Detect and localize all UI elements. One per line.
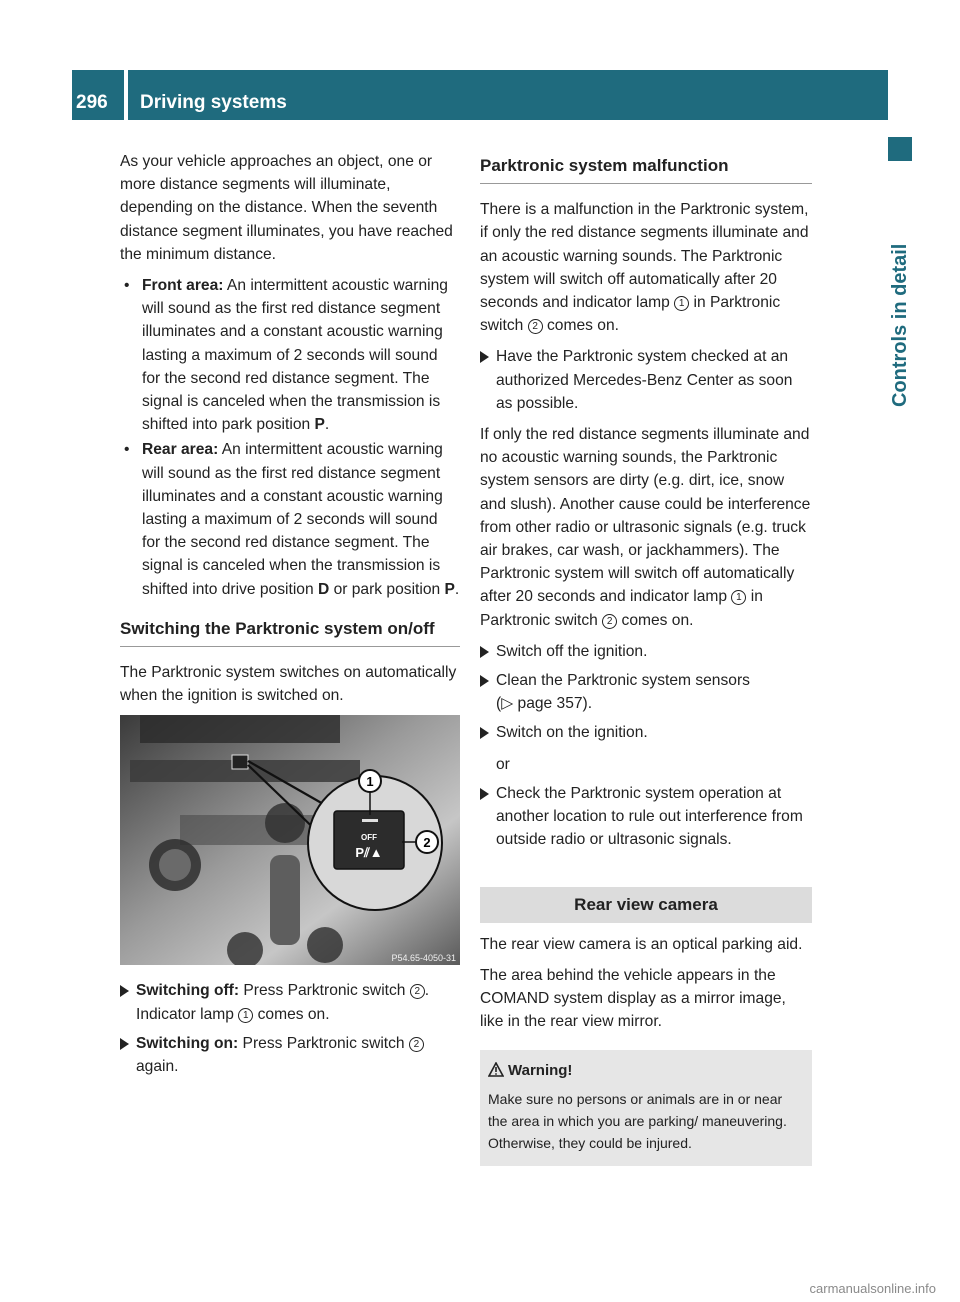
malfunction-steps-3	[480, 782, 812, 852]
switch-steps	[120, 979, 460, 1078]
callout-ref: 2	[409, 1037, 424, 1052]
chapter-tab-square	[888, 137, 912, 161]
or-separator: or	[496, 755, 510, 773]
text-span: in Parktronic switch	[480, 294, 781, 335]
console-illustration	[120, 715, 460, 965]
gear-position: P	[314, 416, 325, 434]
bullet-mark: •	[124, 441, 130, 459]
list-item	[480, 721, 812, 744]
gear-position: P	[444, 580, 455, 598]
heading-malfunction: Parktronic system malfunction	[480, 154, 812, 184]
step-text: Press Parktronic switch	[239, 982, 410, 1000]
heading-switching: Switching the Parktronic system on/off	[120, 617, 460, 647]
step-result: comes on.	[253, 1005, 330, 1023]
parktronic-switch-photo	[120, 715, 460, 965]
callout-ref: 2	[410, 984, 425, 999]
camera-paragraph-1: The rear view camera is an optical parking aid.	[480, 935, 803, 953]
bullet-end: .	[454, 580, 460, 598]
text-span: If only the red distance segments illuminate and no acoustic warning sounds, the Parktronic system sensors are dirty (e.g. dirt, ice, snow and slush). Another cause could be interference from other radio or ultrasonic signals (e.g. truck air brakes, car wash, or jackhammers). The Parktronic system will switch off automatically after 20 seconds and indicator lamp	[480, 426, 811, 606]
step-arrow-icon	[480, 351, 489, 363]
list-item	[120, 1032, 460, 1078]
step-text: Switch on the ignition.	[496, 724, 648, 742]
bullet-end: .	[324, 416, 330, 434]
list-item	[120, 438, 460, 600]
step-text: Have the Parktronic system checked at an authorized Mercedes-Benz Center as soon as possible.	[496, 348, 793, 412]
bullet-mark: •	[124, 277, 130, 295]
list-item	[480, 782, 812, 852]
list-item	[120, 274, 460, 436]
parktronic-symbol: P⫽▲	[355, 845, 383, 861]
step-arrow-icon	[480, 727, 489, 739]
step-label: Switching on:	[136, 1034, 239, 1052]
right-column	[480, 150, 812, 1166]
page-number: 296	[76, 92, 108, 113]
malfunction-paragraph-2	[480, 423, 812, 632]
callout-1: 1	[366, 774, 374, 790]
switch-off-label: OFF	[361, 833, 377, 843]
list-item	[480, 640, 812, 663]
step-result: Indicator lamp	[136, 1005, 239, 1023]
step-text: again.	[136, 1058, 179, 1076]
warning-text: Make sure no persons or animals are in or near the area in which you are parking/ maneuvering. Otherwise, they could be injured.	[488, 1090, 787, 1151]
malfunction-steps-1	[480, 345, 812, 415]
warning-box	[480, 1050, 812, 1166]
heading-rear-view-camera: Rear view camera	[480, 887, 812, 922]
text-span: in Parktronic switch	[480, 588, 763, 629]
step-text: Switch off the ignition.	[496, 642, 648, 660]
list-item	[480, 345, 812, 415]
step-text: Check the Parktronic system operation at another location to rule out interference from outside radio or ultrasonic signals.	[496, 784, 803, 849]
text-span: comes on.	[617, 611, 694, 629]
page-reference-link[interactable]: (▷ page 357).	[496, 695, 593, 713]
warning-title	[488, 1060, 802, 1084]
step-arrow-icon	[480, 788, 489, 800]
step-text: Clean the Parktronic system sensors	[496, 672, 750, 690]
photo-code: P54.65-4050-31	[391, 953, 456, 964]
callout-ref: 2	[602, 614, 617, 629]
text-span: comes on.	[542, 317, 619, 335]
intro-paragraph: As your vehicle approaches an object, one or more distance segments will illuminate, depending on the distance. When the seventh distance segment illuminates, you have reached the minimum distance.	[120, 153, 453, 263]
list-item	[480, 669, 812, 715]
bullet-label: Front area:	[142, 277, 224, 295]
bullet-text: An intermittent acoustic warning will sound as the first red distance segment illuminates and a constant acoustic warning lasting a maximum of 2 seconds will sound for the second red distance segment. The signal is canceled when the transmission is shifted into drive position	[142, 441, 443, 598]
step-text: .	[424, 982, 430, 1000]
bullet-text-mid: or park position	[329, 580, 445, 598]
step-text: Press Parktronic switch	[238, 1034, 409, 1052]
camera-paragraph-2: The area behind the vehicle appears in the COMAND system display as a mirror image, like in the rear view mirror.	[480, 966, 786, 1031]
watermark: carmanualsonline.info	[809, 1281, 936, 1296]
step-arrow-icon	[480, 675, 489, 687]
callout-ref: 1	[731, 590, 746, 605]
callout-ref: 1	[238, 1008, 253, 1023]
malfunction-steps-2	[480, 640, 812, 745]
header-divider	[124, 70, 128, 120]
malfunction-paragraph-1	[480, 198, 812, 337]
callout-2: 2	[423, 835, 431, 851]
step-label: Switching off:	[136, 982, 240, 1000]
bullet-text: An intermittent acoustic warning will sound as the first red distance segment illuminates and a constant acoustic warning lasting a maximum of 2 seconds will sound for the second red distance segment. The signal is canceled when the transmission is shifted into park position	[142, 277, 448, 434]
warning-title-text: Warning!	[508, 1061, 573, 1079]
callout-ref: 2	[528, 319, 543, 334]
left-column	[120, 150, 460, 1086]
switch-intro-paragraph: The Parktronic system switches on automatically when the ignition is switched on.	[120, 664, 457, 705]
list-item	[120, 979, 460, 1025]
step-arrow-icon	[120, 985, 129, 997]
chapter-tab	[884, 137, 924, 407]
step-arrow-icon	[120, 1038, 129, 1050]
bullet-label: Rear area:	[142, 441, 219, 459]
callout-ref: 1	[674, 296, 689, 311]
section-title: Driving systems	[140, 92, 287, 113]
chapter-tab-label: Controls in detail	[889, 243, 911, 407]
warning-triangle-icon	[488, 1062, 504, 1084]
step-arrow-icon	[480, 646, 489, 658]
area-bullet-list	[120, 274, 460, 601]
gear-position: D	[317, 580, 330, 598]
text-span: There is a malfunction in the Parktronic system, if only the red distance segments illuminate and an acoustic warning sounds. The Parktronic system will switch off automatically after 20 seconds and indicator lamp	[480, 201, 809, 312]
